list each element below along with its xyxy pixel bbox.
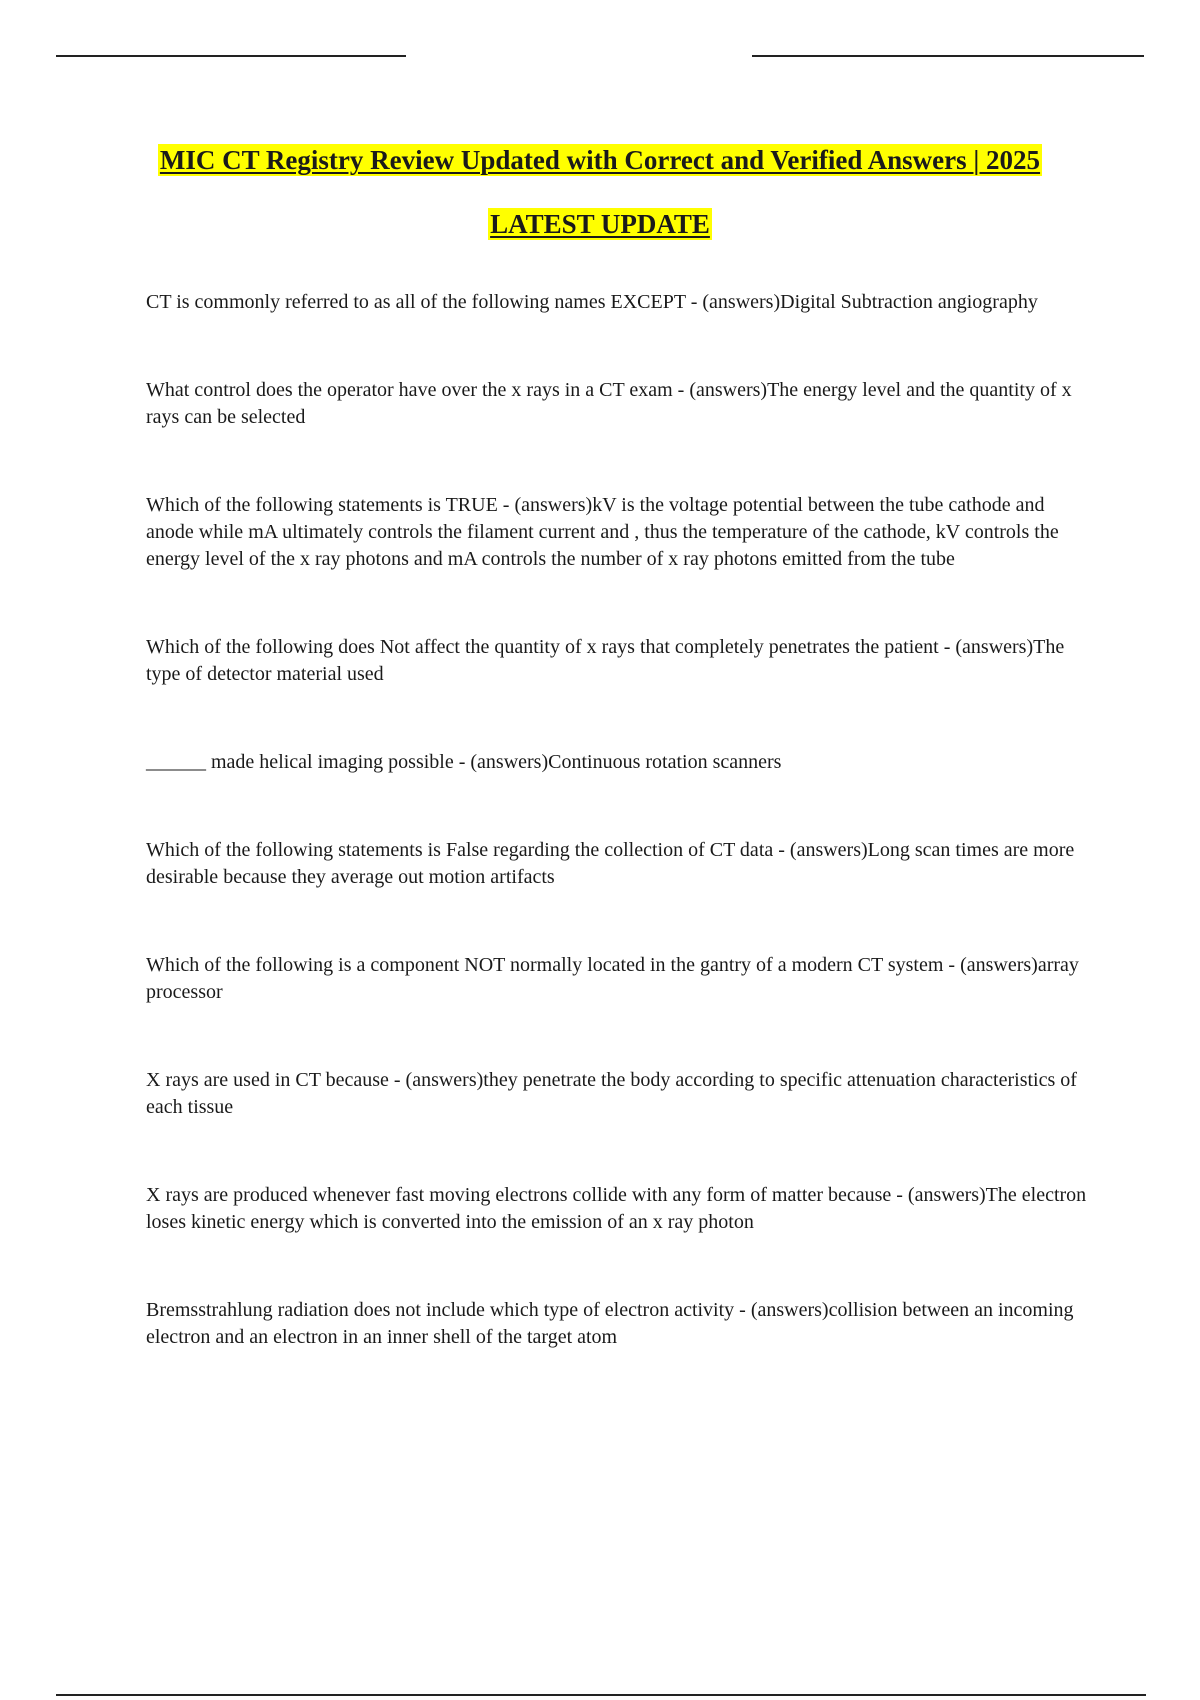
qa-item-4: Which of the following does Not affect the quantity of x rays that completely penetrates the patient - (answers)The type of detector material used	[146, 636, 1065, 685]
qa-item-7: Which of the following is a component NOT normally located in the gantry of a modern CT system - (answers)array processor	[146, 954, 1079, 1003]
footer-rule	[56, 1694, 1146, 1696]
qa-item-10: Bremsstrahlung radiation does not include which type of electron activity - (answers)collision between an incoming electron and an electron in an inner shell of the target atom	[146, 1299, 1074, 1348]
qa-item-3: Which of the following statements is TRUE - (answers)kV is the voltage potential between the tube cathode and anode while mA ultimately controls the filament current and , thus the temperature of the cathode, kV controls the energy level of the x ray photons and mA controls the number of x ray photons emitted from the tube	[146, 494, 1059, 570]
qa-item-2: What control does the operator have over the x rays in a CT exam - (answers)The energy level and the quantity of x rays can be selected	[146, 379, 1072, 428]
qa-item-5: ______ made helical imaging possible - (answers)Continuous rotation scanners	[146, 751, 782, 773]
header-rule-right	[752, 55, 1144, 57]
title-line-2: LATEST UPDATE	[490, 209, 710, 239]
qa-item-9: X rays are produced whenever fast moving electrons collide with any form of matter because - (answers)The electron loses kinetic energy which is converted into the emission of an x ray photon	[146, 1184, 1087, 1233]
qa-item-8: X rays are used in CT because - (answers)they penetrate the body according to specific attenuation characteristics of each tissue	[146, 1069, 1077, 1118]
qa-list	[146, 289, 1096, 1351]
qa-item-6: Which of the following statements is False regarding the collection of CT data - (answers)Long scan times are more desirable because they average out motion artifacts	[146, 839, 1075, 888]
qa-item-1: CT is commonly referred to as all of the following names EXCEPT - (answers)Digital Subtraction angiography	[146, 291, 1038, 313]
document-title	[0, 144, 1200, 240]
title-line-1: MIC CT Registry Review Updated with Correct and Verified Answers | 2025	[159, 145, 1041, 175]
header-rule-left	[56, 55, 406, 57]
